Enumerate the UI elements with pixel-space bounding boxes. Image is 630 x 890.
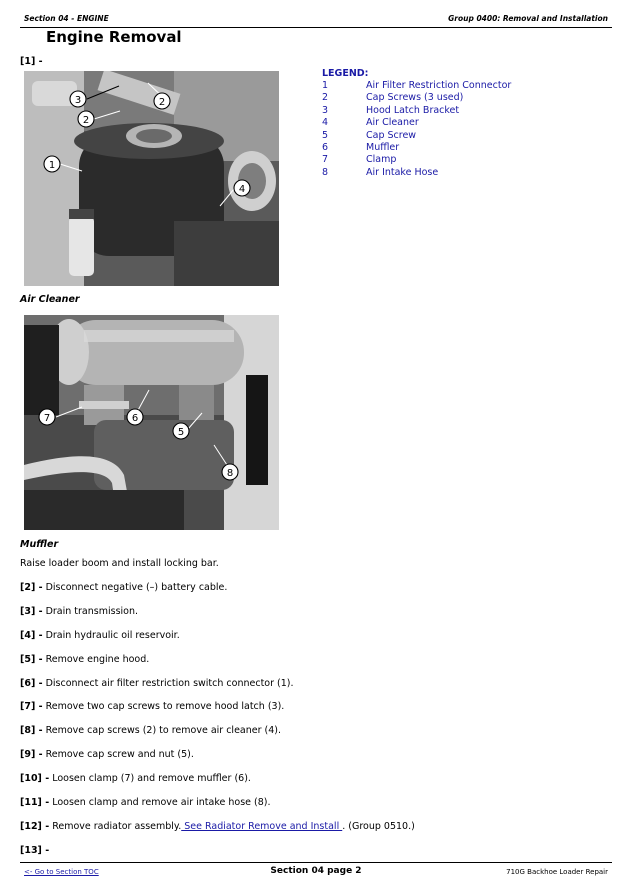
legend-item: 2 Cap Screws (3 used) — [322, 92, 464, 104]
header-section: Section 04 - ENGINE — [24, 14, 109, 23]
callout-7: 7 — [43, 413, 51, 424]
legend-item: 7 Clamp — [322, 154, 397, 166]
step-8: [8] - Remove cap screws (2) to remove air cleaner (4). — [20, 725, 282, 736]
legend — [322, 68, 512, 179]
page-footer — [20, 862, 612, 883]
step-3: [3] - Drain transmission. — [20, 606, 139, 617]
air-cleaner-photo — [24, 71, 279, 286]
step-10: [10] - Loosen clamp (7) and remove muffler (6). — [20, 773, 251, 784]
figure-caption-muffler: Muffler — [20, 539, 59, 550]
callout-1: 1 — [48, 160, 56, 171]
section-toc-link[interactable]: <- Go to Section TOC — [24, 868, 99, 876]
figure-caption-air-cleaner: Air Cleaner — [20, 294, 80, 305]
step-12: [12] - Remove radiator assembly. See Radiator Remove and Install . (Group 0510.) — [20, 821, 415, 832]
step-11: [11] - Loosen clamp and remove air intake hose (8). — [20, 797, 271, 808]
callout-2a: 2 — [158, 97, 166, 108]
legend-item: 1 Air Filter Restriction Connector — [322, 80, 512, 91]
legend-item: 3 Hood Latch Bracket — [322, 104, 460, 116]
radiator-remove-link[interactable]: See Radiator Remove and Install — [181, 821, 343, 832]
muffler-photo — [24, 315, 279, 530]
footer-manual-title: 710G Backhoe Loader Repair — [506, 868, 608, 876]
legend-item: 5 Cap Screw — [322, 129, 417, 141]
callout-3: 3 — [74, 95, 82, 106]
step-1-label: [1] - — [20, 56, 43, 67]
legend-item: 8 Air Intake Hose — [322, 166, 439, 178]
callout-8: 8 — [226, 468, 234, 479]
step-2: [2] - Disconnect negative (–) battery cable. — [20, 582, 228, 593]
legend-item: 6 Muffler — [322, 141, 400, 153]
callout-5: 5 — [177, 427, 185, 438]
intro-text: Raise loader boom and install locking bar. — [20, 558, 219, 569]
step-6: [6] - Disconnect air filter restriction switch connector (1). — [20, 678, 294, 689]
step-5: [5] - Remove engine hood. — [20, 654, 150, 665]
step-9: [9] - Remove cap screw and nut (5). — [20, 749, 194, 760]
step-4: [4] - Drain hydraulic oil reservoir. — [20, 630, 180, 641]
callout-4: 4 — [238, 184, 246, 195]
legend-item: 4 Air Cleaner — [322, 117, 419, 129]
callout-2b: 2 — [82, 115, 90, 126]
step-7: [7] - Remove two cap screws to remove hood latch (3). — [20, 701, 285, 712]
header-group: Group 0400: Removal and Installation — [448, 14, 608, 23]
page-header — [20, 14, 612, 28]
callout-6: 6 — [131, 413, 139, 424]
step-13: [13] - — [20, 845, 50, 856]
page-title: Engine Removal — [46, 28, 182, 46]
footer-page-number: Section 04 page 2 — [270, 866, 362, 876]
legend-title: LEGEND: — [322, 68, 369, 79]
